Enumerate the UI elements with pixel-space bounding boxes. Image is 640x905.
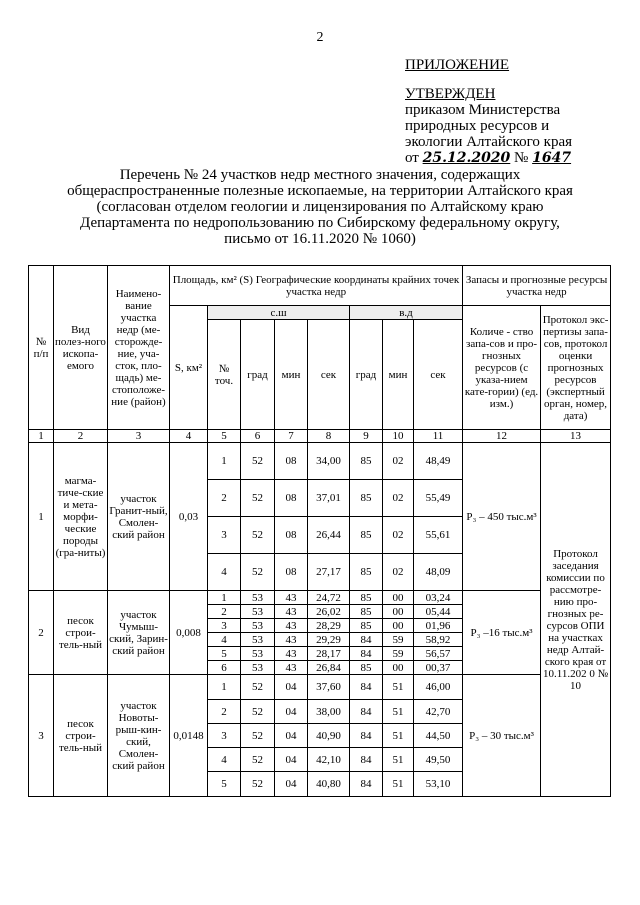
- column-number: 9: [350, 430, 383, 443]
- row-mineral-type: песок строи-тель-ный: [54, 591, 108, 675]
- column-number: 11: [414, 430, 463, 443]
- cell-lon-min: 51: [383, 700, 414, 724]
- cell-lat-min: 43: [275, 605, 308, 619]
- header-plot-name: Наимено-вание участка недр (ме-сторожде-ние, уча-сток, пло-щадь) ме-стоположе-ние (район): [108, 266, 170, 430]
- cell-lon-min: 02: [383, 517, 414, 554]
- cell-lat-grad: 52: [241, 700, 275, 724]
- cell-lon-grad: 85: [350, 554, 383, 591]
- cell-lat-grad: 53: [241, 605, 275, 619]
- cell-lat-sec: 26,84: [308, 661, 350, 675]
- cell-lon-sec: 48,49: [414, 443, 463, 480]
- cell-point: 2: [208, 700, 241, 724]
- handwritten-date: 25.12.2020: [422, 150, 511, 166]
- cell-lon-sec: 48,09: [414, 554, 463, 591]
- cell-lon-min: 00: [383, 591, 414, 605]
- cell-lon-sec: 01,96: [414, 619, 463, 633]
- column-number: 5: [208, 430, 241, 443]
- approved-label: УТВЕРЖДЕН: [405, 86, 496, 102]
- cell-lat-grad: 53: [241, 647, 275, 661]
- header-no: № п/п: [29, 266, 54, 430]
- cell-lat-min: 43: [275, 633, 308, 647]
- header-lat-min: мин: [275, 320, 308, 430]
- cell-lon-sec: 55,49: [414, 480, 463, 517]
- cell-lon-grad: 84: [350, 700, 383, 724]
- cell-lon-grad: 85: [350, 480, 383, 517]
- approval-line-2: природных ресурсов и: [405, 118, 550, 134]
- cell-lat-grad: 52: [241, 517, 275, 554]
- cell-lon-sec: 56,57: [414, 647, 463, 661]
- header-area-s: S, км²: [170, 306, 208, 430]
- row-no: 1: [29, 443, 54, 591]
- cell-lon-grad: 85: [350, 605, 383, 619]
- cell-lat-min: 04: [275, 700, 308, 724]
- cell-lon-grad: 85: [350, 517, 383, 554]
- row-mineral-type: песок строи-тель-ный: [54, 675, 108, 797]
- cell-point: 1: [208, 675, 241, 700]
- document-title: [50, 167, 590, 247]
- cell-lat-sec: 40,80: [308, 772, 350, 797]
- cell-lon-min: 00: [383, 661, 414, 675]
- cell-lon-grad: 85: [350, 661, 383, 675]
- cell-lat-grad: 52: [241, 724, 275, 748]
- row-quantity: P₃ – 30 тыс.м³: [463, 675, 541, 797]
- header-protocol: Протокол экс-пертизы запа-сов, протокол оценки прогнозных ресурсов (экспертный орган, номер, дата): [541, 306, 611, 430]
- cell-lat-grad: 53: [241, 633, 275, 647]
- cell-lon-sec: 55,61: [414, 517, 463, 554]
- cell-lat-grad: 52: [241, 443, 275, 480]
- handwritten-number: 1647: [532, 150, 572, 166]
- cell-point: 2: [208, 605, 241, 619]
- cell-lon-grad: 85: [350, 619, 383, 633]
- cell-lat-grad: 52: [241, 748, 275, 772]
- cell-lon-grad: 85: [350, 591, 383, 605]
- cell-point: 2: [208, 480, 241, 517]
- column-number: 3: [108, 430, 170, 443]
- cell-lat-sec: 27,17: [308, 554, 350, 591]
- cell-lon-sec: 53,10: [414, 772, 463, 797]
- cell-lat-sec: 38,00: [308, 700, 350, 724]
- cell-lat-min: 08: [275, 554, 308, 591]
- cell-lon-min: 59: [383, 633, 414, 647]
- cell-lat-sec: 24,72: [308, 591, 350, 605]
- cell-lon-min: 51: [383, 724, 414, 748]
- header-quantity: Количе - ство запа-сов и про-гнозных ресурсов (с указа-нием кате-гории) (ед. изм.): [463, 306, 541, 430]
- cell-lat-min: 43: [275, 619, 308, 633]
- cell-point: 1: [208, 443, 241, 480]
- cell-point: 4: [208, 633, 241, 647]
- cell-lon-grad: 84: [350, 772, 383, 797]
- row-no: 3: [29, 675, 54, 797]
- cell-lat-min: 08: [275, 480, 308, 517]
- cell-lon-grad: 85: [350, 443, 383, 480]
- cell-lat-sec: 26,44: [308, 517, 350, 554]
- cell-point: 4: [208, 748, 241, 772]
- approval-block: [405, 57, 572, 166]
- protocol-cell: Протокол заседания комиссии по рассмотре-нию про-гнозных ре-сурсов ОПИ на участках недр Алтай-ского края от 10.11.202 0 № 10: [541, 443, 611, 797]
- approval-line-1: приказом Министерства: [405, 102, 561, 118]
- cell-lat-sec: 28,17: [308, 647, 350, 661]
- cell-lon-min: 02: [383, 554, 414, 591]
- row-plot-name: участок Гранит-ный, Смолен-ский район: [108, 443, 170, 591]
- header-mineral-type: Вид полез-ного ископа-емого: [54, 266, 108, 430]
- column-number: 4: [170, 430, 208, 443]
- cell-lat-min: 43: [275, 647, 308, 661]
- column-number: 8: [308, 430, 350, 443]
- cell-lon-sec: 05,44: [414, 605, 463, 619]
- cell-point: 3: [208, 724, 241, 748]
- cell-lat-min: 08: [275, 517, 308, 554]
- header-latitude: с.ш: [208, 306, 350, 320]
- cell-lat-min: 04: [275, 675, 308, 700]
- column-number: 13: [541, 430, 611, 443]
- column-number: 7: [275, 430, 308, 443]
- title-line: Департамента по недропользованию по Сибирскому федеральному округу,: [80, 215, 560, 231]
- cell-lon-min: 00: [383, 605, 414, 619]
- title-line: (согласован отделом геологии и лицензирования по Алтайскому краю: [96, 199, 544, 215]
- cell-lat-grad: 52: [241, 480, 275, 517]
- row-area: 0,03: [170, 443, 208, 591]
- row-quantity: P₃ –16 тыс.м³: [463, 591, 541, 675]
- cell-lat-sec: 37,60: [308, 675, 350, 700]
- cell-lon-sec: 44,50: [414, 724, 463, 748]
- cell-point: 4: [208, 554, 241, 591]
- cell-lat-min: 08: [275, 443, 308, 480]
- column-number: 12: [463, 430, 541, 443]
- table-row: [29, 443, 611, 480]
- title-line: общераспространенные полезные ископаемые, на территории Алтайского края: [67, 183, 573, 199]
- cell-lon-sec: 49,50: [414, 748, 463, 772]
- cell-lat-sec: 28,29: [308, 619, 350, 633]
- row-area: 0,008: [170, 591, 208, 675]
- cell-lat-sec: 29,29: [308, 633, 350, 647]
- cell-lat-grad: 52: [241, 554, 275, 591]
- cell-point: 3: [208, 619, 241, 633]
- row-no: 2: [29, 591, 54, 675]
- header-lon-min: мин: [383, 320, 414, 430]
- row-quantity: P₃ – 450 тыс.м³: [463, 443, 541, 591]
- header-longitude: в.д: [350, 306, 463, 320]
- cell-point: 5: [208, 772, 241, 797]
- from-label: от: [405, 150, 419, 166]
- cell-lat-grad: 53: [241, 619, 275, 633]
- row-plot-name: участок Чумыш-ский, Зарин-ский район: [108, 591, 170, 675]
- header-reserves: Запасы и прогнозные ресурсы участка недр: [463, 266, 611, 306]
- cell-point: 3: [208, 517, 241, 554]
- cell-lat-grad: 53: [241, 591, 275, 605]
- cell-point: 5: [208, 647, 241, 661]
- cell-lon-grad: 84: [350, 675, 383, 700]
- cell-lat-sec: 26,02: [308, 605, 350, 619]
- cell-lat-sec: 40,90: [308, 724, 350, 748]
- header-lon-grad: град: [350, 320, 383, 430]
- title-line: письмо от 16.11.2020 № 1060): [224, 231, 416, 247]
- appendix-heading: ПРИЛОЖЕНИЕ: [405, 57, 510, 73]
- column-number: 1: [29, 430, 54, 443]
- column-number: 10: [383, 430, 414, 443]
- cell-lon-grad: 84: [350, 647, 383, 661]
- header-lat-grad: град: [241, 320, 275, 430]
- header-area-coordinates: Площадь, км² (S) Географические координаты крайних точек участка недр: [170, 266, 463, 306]
- cell-lon-min: 51: [383, 772, 414, 797]
- column-numbers-row: [29, 430, 611, 443]
- table-row: [29, 675, 611, 700]
- cell-point: 1: [208, 591, 241, 605]
- column-number: 6: [241, 430, 275, 443]
- subsoil-plots-table: [28, 265, 611, 797]
- approval-date-line: [405, 150, 572, 166]
- cell-lon-min: 51: [383, 675, 414, 700]
- cell-lat-grad: 52: [241, 675, 275, 700]
- row-plot-name: участок Новоты-рыш-кин-ский, Смолен-ский район: [108, 675, 170, 797]
- cell-lat-sec: 34,00: [308, 443, 350, 480]
- cell-lon-grad: 84: [350, 724, 383, 748]
- cell-lat-grad: 52: [241, 772, 275, 797]
- title-line: Перечень № 24 участков недр местного значения, содержащих: [119, 167, 521, 183]
- cell-lat-min: 04: [275, 748, 308, 772]
- cell-lon-min: 59: [383, 647, 414, 661]
- cell-lon-sec: 42,70: [414, 700, 463, 724]
- cell-lon-grad: 84: [350, 633, 383, 647]
- header-point: № точ.: [208, 320, 241, 430]
- number-label: №: [514, 150, 529, 166]
- cell-lon-min: 51: [383, 748, 414, 772]
- cell-lat-min: 04: [275, 772, 308, 797]
- row-area: 0,0148: [170, 675, 208, 797]
- approval-line-3: экологии Алтайского края: [405, 134, 573, 150]
- cell-lon-min: 00: [383, 619, 414, 633]
- cell-lon-sec: 00,37: [414, 661, 463, 675]
- cell-lat-sec: 37,01: [308, 480, 350, 517]
- cell-lon-sec: 46,00: [414, 675, 463, 700]
- cell-lat-sec: 42,10: [308, 748, 350, 772]
- cell-point: 6: [208, 661, 241, 675]
- table-row: [29, 591, 611, 605]
- header-lon-sec: сек: [414, 320, 463, 430]
- cell-lon-sec: 58,92: [414, 633, 463, 647]
- column-number: 2: [54, 430, 108, 443]
- cell-lat-grad: 53: [241, 661, 275, 675]
- cell-lon-min: 02: [383, 443, 414, 480]
- cell-lat-min: 04: [275, 724, 308, 748]
- row-mineral-type: магма-тиче-ские и мета-морфи-ческие породы (гра-ниты): [54, 443, 108, 591]
- cell-lon-sec: 03,24: [414, 591, 463, 605]
- cell-lon-min: 02: [383, 480, 414, 517]
- cell-lat-min: 43: [275, 591, 308, 605]
- header-lat-sec: сек: [308, 320, 350, 430]
- cell-lon-grad: 84: [350, 748, 383, 772]
- cell-lat-min: 43: [275, 661, 308, 675]
- page-number: 2: [316, 30, 324, 45]
